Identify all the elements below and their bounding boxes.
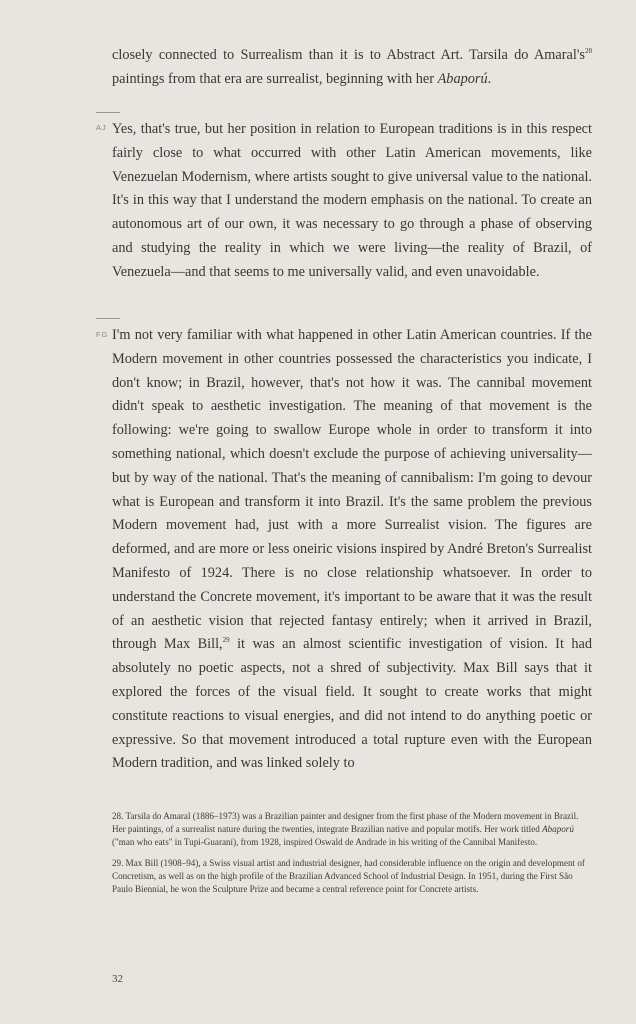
footnote-29: 29. Max Bill (1908–94), a Swiss visual artist and industrial designer, had considerable influence on the origin and development of Concretism, as well as on the high profile of the Brazilian Advanced School of Industrial Design. In 1951, during the First São Paulo Biennial, he won the Sculpture Prize and became a central reference point for Concrete artists. bbox=[112, 858, 585, 894]
artwork-title: Abaporú bbox=[437, 70, 488, 87]
page-number: 32 bbox=[112, 973, 123, 985]
speaker-rule bbox=[96, 318, 120, 319]
speaker-label-fg: FG bbox=[96, 330, 109, 339]
footnotes bbox=[112, 810, 594, 904]
footnote-28: 28. Tarsila do Amaral (1886–1973) was a Brazilian painter and designer from the first phase of the Modern movement in Brazil. Her paintings, of a surrealist nature during the twenties, integrate Brazilian native and popular motifs. Her work titled Abaporú ("man who eats" in Tupi-Guaraní), from 1928, inspired Oswald de Andrade in his writing of the Cannibal Manifesto. bbox=[112, 811, 579, 847]
paragraph-text: . bbox=[487, 70, 492, 87]
paragraph-text: it was an almost scientific investigation of vision. It had absolutely no poetic aspects, not a shred of subjectivity. Max Bill says that it explored the forces of the visual field. It sought to create works that might constitute reactions to visual energies, and did not intend to do anything poetic or expressive. So that movement introduced a total rupture even with the European Modern tradition, and was linked solely to bbox=[112, 636, 593, 772]
speaker-rule bbox=[96, 112, 120, 113]
paragraph-text: closely connected to Surrealism than it is to Abstract Art. Tarsila do Amaral's bbox=[112, 47, 585, 63]
paragraph-text: paintings from that era are surrealist, beginning with her bbox=[112, 70, 438, 87]
paragraph-aj: Yes, that's true, but her position in relation to European traditions is in this respect fairly close to what occurred with other Latin American movements, like Venezuelan Modernism, where artists sought to give universal value to the national. It's in this way that I understand the modern emphasis on the national. To create an autonomous art of our own, it was necessary to go through a phase of observing and studying the reality in which we were living—the reality of Brazil, of Venezuela—and that seems to me universally valid, and even unavoidable. bbox=[112, 121, 592, 280]
paragraph-continuation bbox=[112, 44, 592, 92]
speaker-label-aj: AJ bbox=[96, 123, 107, 132]
footnote-ref-29[interactable]: 29 bbox=[222, 636, 230, 645]
paragraph-text: I'm not very familiar with what happened in other Latin American countries. If the Modern movement in other countries possessed the characteristics you indicate, I don't know; in Brazil, however, that's not how it was. The cannibal movement didn't speak to aesthetic investigation. The meaning of that movement is the following: we're going to swallow Europe whole in order to transform it into something national, which doesn't exclude the purpose of achieving universality—but by way of the national. That's the meaning of cannibalism: I'm going to devour what is European and transform it into Brazil. It's the same problem the previous Modern movement had, just with a more Surrealist vision. The figures are deformed, and are more or less oneiric visions inspired by André Breton's Surrealist Manifesto of 1924. There is no close relationship whatsoever. In order to understand the Concrete movement, it's important to be aware that it was the result of an aesthetic vision that rejected fantasy entirely; when it arrived in Brazil, through Max Bill, bbox=[112, 327, 592, 653]
footnote-ref-28[interactable]: 28 bbox=[585, 47, 592, 55]
artwork-title: Abaporú bbox=[542, 824, 574, 834]
paragraph-fg bbox=[112, 324, 592, 776]
